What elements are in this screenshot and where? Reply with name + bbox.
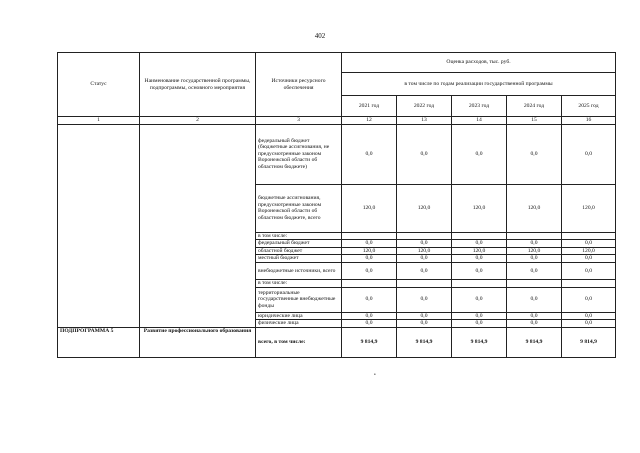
column-number: 15: [507, 117, 562, 125]
value-cell: 0,0: [507, 320, 562, 328]
subprogram-value: 9 814,9: [452, 327, 507, 357]
value-cell: 0,0: [397, 320, 452, 328]
header-estimate: Оценка расходов, тыс. руб.: [342, 53, 616, 73]
source-cell: внебюджетные источники, всего: [256, 262, 342, 279]
value-cell: 0,0: [452, 124, 507, 184]
value-cell: 0,0: [562, 287, 616, 312]
value-cell: 0,0: [507, 287, 562, 312]
header-year: 2024 год: [507, 96, 562, 117]
value-cell: 0,0: [342, 312, 397, 320]
value-cell: 0,0: [452, 287, 507, 312]
value-cell: 0,0: [452, 262, 507, 279]
source-cell: местный бюджет: [256, 255, 342, 263]
value-cell: 0,0: [397, 255, 452, 263]
subprogram-value: 9 814,9: [507, 327, 562, 357]
column-number: 14: [452, 117, 507, 125]
value-cell: [342, 279, 397, 287]
value-cell: 0,0: [452, 240, 507, 248]
column-number: 2: [140, 117, 256, 125]
value-cell: [342, 232, 397, 240]
value-cell: 0,0: [507, 262, 562, 279]
value-cell: 0,0: [452, 320, 507, 328]
subprogram-status: ПОДПРОГРАММА 5: [58, 327, 140, 357]
value-cell: 0,0: [397, 240, 452, 248]
value-cell: 0,0: [397, 312, 452, 320]
header-year: 2022 год: [397, 96, 452, 117]
value-cell: [562, 279, 616, 287]
column-number: 3: [256, 117, 342, 125]
subprogram-value: 9 814,9: [342, 327, 397, 357]
column-number: 16: [562, 117, 616, 125]
value-cell: 0,0: [342, 124, 397, 184]
value-cell: 0,0: [507, 312, 562, 320]
subprogram-value: 9 814,9: [397, 327, 452, 357]
source-cell: в том числе:: [256, 232, 342, 240]
value-cell: 0,0: [562, 262, 616, 279]
value-cell: 120,0: [397, 184, 452, 232]
source-cell: бюджетные ассигнования, предусмотренные законом Воронежской области об областном бюджете, всего: [256, 184, 342, 232]
value-cell: 120,0: [507, 247, 562, 255]
value-cell: 120,0: [397, 247, 452, 255]
value-cell: 0,0: [562, 320, 616, 328]
value-cell: 0,0: [397, 262, 452, 279]
value-cell: [507, 232, 562, 240]
source-cell: областной бюджет: [256, 247, 342, 255]
column-number: 13: [397, 117, 452, 125]
value-cell: 0,0: [342, 262, 397, 279]
value-cell: 120,0: [342, 247, 397, 255]
value-cell: 120,0: [562, 247, 616, 255]
value-cell: 0,0: [562, 124, 616, 184]
value-cell: 0,0: [562, 255, 616, 263]
value-cell: 120,0: [342, 184, 397, 232]
value-cell: 0,0: [452, 312, 507, 320]
value-cell: 0,0: [342, 240, 397, 248]
status-cell-empty: [58, 124, 140, 327]
subprogram-name: Развитие профессионального образования: [140, 327, 256, 357]
value-cell: 0,0: [397, 287, 452, 312]
source-cell: физические лица: [256, 320, 342, 328]
subprogram-value: 9 814,9: [562, 327, 616, 357]
name-cell-empty: [140, 124, 256, 327]
source-cell: территориальные государственные внебюджетные фонды: [256, 287, 342, 312]
page-number: 402: [314, 32, 326, 40]
value-cell: 120,0: [562, 184, 616, 232]
header-name: Наименование государственной программы, подпрограммы, основного мероприятия: [140, 53, 256, 117]
header-year: 2025 год: [562, 96, 616, 117]
value-cell: 0,0: [397, 124, 452, 184]
value-cell: 0,0: [452, 255, 507, 263]
value-cell: 0,0: [507, 124, 562, 184]
header-sources: Источники ресурсного обеспечения: [256, 53, 342, 117]
value-cell: 0,0: [342, 255, 397, 263]
column-number: 12: [342, 117, 397, 125]
value-cell: 120,0: [452, 247, 507, 255]
value-cell: 0,0: [342, 287, 397, 312]
source-cell: в том числе:: [256, 279, 342, 287]
header-by-years: в том числе по годам реализации государственной программы: [342, 73, 616, 96]
header-status: Статус: [58, 53, 140, 117]
value-cell: 0,0: [342, 320, 397, 328]
value-cell: 0,0: [507, 255, 562, 263]
value-cell: [397, 279, 452, 287]
source-cell: юридические лица: [256, 312, 342, 320]
column-number: 1: [58, 117, 140, 125]
value-cell: [562, 232, 616, 240]
value-cell: 0,0: [562, 240, 616, 248]
value-cell: 0,0: [562, 312, 616, 320]
value-cell: [507, 279, 562, 287]
value-cell: 120,0: [507, 184, 562, 232]
value-cell: [452, 232, 507, 240]
subprogram-source: всего, в том числе:: [256, 327, 342, 357]
value-cell: 0,0: [507, 240, 562, 248]
source-cell: федеральный бюджет: [256, 240, 342, 248]
value-cell: [452, 279, 507, 287]
tick-mark: •: [374, 373, 376, 378]
value-cell: [397, 232, 452, 240]
value-cell: 120,0: [452, 184, 507, 232]
source-cell: федеральный бюджет (бюджетные ассигнования, не предусмотренные законом Воронежской области об областном бюджете): [256, 124, 342, 184]
header-year: 2021 год: [342, 96, 397, 117]
header-year: 2023 год: [452, 96, 507, 117]
budget-table: [57, 52, 616, 358]
